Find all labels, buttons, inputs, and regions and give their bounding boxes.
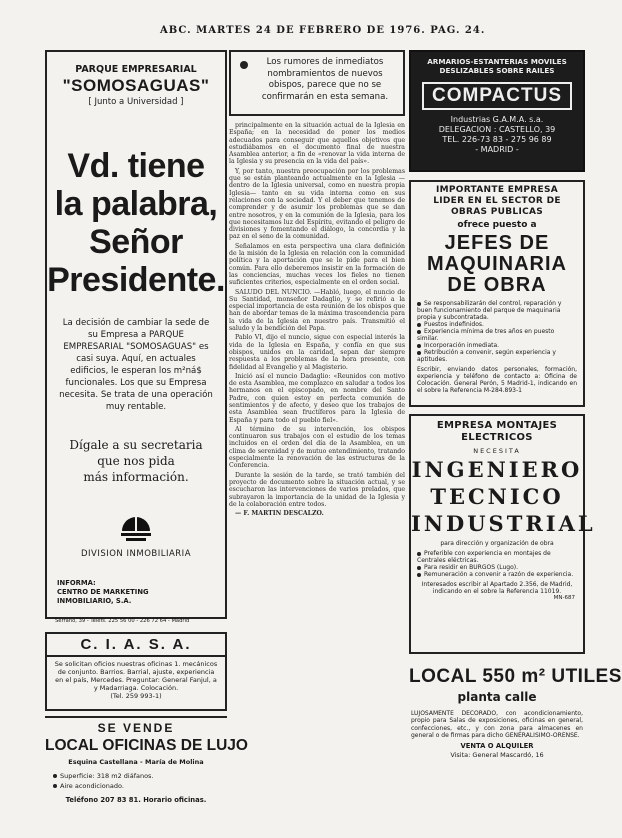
page-header: ABC. MARTES 24 DE FEBRERO DE 1976. PAG. 24. — [160, 25, 486, 36]
headline-line: Señor — [89, 223, 183, 261]
ciasa-title: C. I. A. S. A. — [47, 636, 225, 657]
compactus-logo: COMPACTUS — [422, 82, 572, 110]
cta-line: que nos pida — [97, 454, 175, 468]
ingeniero-bullet — [417, 550, 577, 564]
company-line: INFORMA: — [57, 579, 96, 587]
ad-jefes-maquinaria — [409, 180, 585, 407]
headline-line: la palabra, — [54, 185, 218, 223]
local-address: Visita: General Mascardó, 16 — [450, 751, 544, 760]
ad-body: La decisión de cambiar la sede de su Empresa a PARQUE EMPRESARIAL "SOMOSAGUAS" es casi suya. Aquí, en actuales edificios, le esperan los m²ná$ funcionales. Los que su Empresa necesita. Se trata de una operación muy rentable. — [59, 318, 213, 412]
compactus-address: DELEGACION : CASTELLO, 39 — [438, 125, 556, 134]
jefes-bullet — [417, 321, 577, 328]
jefes-headline-line: JEFES DE — [444, 232, 550, 254]
ingeniero-bullet — [417, 564, 577, 571]
headline-line: Presidente. — [47, 261, 225, 299]
cta-line: Dígale a su secretaria — [69, 438, 203, 452]
vende-bullet — [45, 772, 227, 780]
article-paragraph: Al término de su intervención, los obispos continuaron sus trabajos con el estudio de los temas incluidos en el orden del día de la Asamblea, en un clima de serenidad y de mutuo entendimiento, tratando especialmente la renovación de las estructuras de la Conferencia. — [229, 425, 405, 470]
article-paragraph: Señalamos en esta perspectiva una clara definición de la misión de la Iglesia en relación con la comunidad política y la aportación que se le pide para el bien común. Para ello deberemos insistir en la formación de las conciencias, muchas veces los fieles no tienen suficientes criterios, especialmente en el orden social. — [229, 242, 405, 287]
bullet-icon — [417, 344, 421, 348]
cta-line: más información. — [83, 470, 189, 484]
jefes-bullet — [417, 349, 577, 363]
local-body: LUJOSAMENTE DECORADO, con acondicionamiento, propio para Salas de exposiciones, oficinas en general, confecciones, etc., y con zona para almacenes en general o de firmas para dicho GENERALISIMO-ORENSE. — [411, 710, 583, 739]
article-paragraph: Durante la sesión de la tarde, se trató también del proyecto de documento sobre la situación actual, y se escucharon las intervenciones de varios prelados, que subrayaron la importancia de la unidad de la Iglesia y de la colaboración entre todos. — [229, 471, 405, 508]
compactus-top-line: ARMARIOS-ESTANTERIAS MOVILES — [427, 57, 567, 66]
bullet-icon — [417, 323, 421, 327]
jefes-bullet — [417, 342, 577, 349]
ingeniero-sub: para dirección y organización de obra — [440, 540, 554, 547]
bullet-icon — [417, 302, 421, 306]
compactus-top-line: DESLIZABLES SOBRE RAILES — [439, 66, 555, 75]
ad-somosaguas — [45, 50, 227, 624]
ciasa-body: Se solicitan oficios nuestras oficinas 1. mecánicos de conjunto. Barrios. Barrial, ajuste, experiencia en el país, Mercedes. Preguntar: General Fanjul, a y Madarriaga. Colocación. — [54, 660, 218, 692]
company-line: INMOBILIARIO, S.A. — [57, 597, 132, 605]
ad-headline — [47, 147, 225, 299]
jefes-bullet-text: Experiencia mínima de tres años en puesto similar. — [417, 328, 555, 342]
bullet-icon — [417, 573, 421, 577]
jefes-footer: Escribir, enviando datos personales, formación, experiencia y teléfono de contacto a: Oficina de Colocación. General Perón, 5 Madrid-1, indicando en el sobre la Referencia M-284.893-1 — [417, 366, 577, 394]
vende-location: Esquina Castellana - María de Molina — [68, 758, 204, 766]
vende-bullet — [45, 782, 227, 790]
company-block — [47, 579, 225, 606]
bullet-icon — [53, 774, 57, 778]
bullet-icon — [417, 566, 421, 570]
jefes-bullet-text: Retribución a convenir, según experiencia y aptitudes. — [417, 349, 556, 363]
ingeniero-bullet-text: Preferible con experiencia en montajes de Centrales eléctricas. — [417, 550, 551, 564]
ingeniero-headline-line: TECNICO — [430, 484, 564, 509]
ad-ingeniero — [409, 414, 596, 654]
ingeniero-bullet-text: Para residir en BURGOS (Lugo). — [424, 564, 519, 571]
jefes-top: IMPORTANTE EMPRESA LIDER EN EL SECTOR DE OBRAS PUBLICAS — [433, 185, 561, 217]
article-paragraph: SALUDO DEL NUNCIO. —Habló, luego, el nuncio de Su Santidad, monseñor Dadaglio, y se refirió a la especial importancia de esta reunión de los obispos que han de abordar temas de la máxima trascendencia para la vida de la Iglesia en nuestro país. Transmitió el saludo y la bendición del Papa. — [229, 288, 405, 333]
ingeniero-bullet — [417, 571, 577, 578]
headline-line: Vd. tiene — [67, 147, 205, 185]
jefes-bullets — [411, 296, 583, 363]
news-intro-box — [229, 50, 405, 116]
jefes-bullet — [417, 300, 577, 321]
ingeniero-headline-line: INDUSTRIAL — [411, 511, 596, 536]
ingeniero-headline-line: INGENIERO — [411, 457, 583, 482]
company-line: CENTRO DE MARKETING — [57, 588, 149, 596]
ingeniero-needs: NECESITA — [473, 447, 521, 455]
article-paragraph: principalmente en la situación actual de la Iglesia en España; en la necesidad de poner los medios adecuados para conseguir que aquellos objetivos que estudiábamos en el documento final de nuestra Asamblea anterior, a fin de «renovar la vida interna de la Iglesia y su presencia en la vida del país». — [229, 122, 405, 166]
ad-location: [ Junto a Universidad ] — [88, 97, 184, 107]
jefes-bullet-text: Se responsabilizarán del control, reparación y buen funcionamiento del parque de maquinaria propia y subcontratada. — [417, 300, 562, 321]
bullet-icon — [417, 552, 421, 556]
article-paragraph: Y, por tanto, nuestra preocupación por los problemas que se están planteando actualmente en la Iglesia —dentro de la Iglesia universal, como en nuestra propia Iglesia— tanto en su vida interna como en sus relaciones con la sociedad. Y el deber que tenemos de comprender y de asumir los problemas que se dan entre nosotros, y en la comunión de la Iglesia, para los que necesitamos luz del Espíritu, evitando el peligro de divisiones y fomentando el diálogo, la concordia y la paz en el seno de la comunidad. — [229, 167, 405, 241]
ingeniero-footer: Interesados escribir al Apartado 2.356, de Madrid, indicando en el sobre la Referencia 11019. — [421, 581, 573, 595]
bullet-icon — [417, 351, 421, 355]
ingeniero-bullets — [411, 547, 583, 578]
compactus-phone: TEL. 226-73 83 - 275 96 89 — [442, 135, 552, 144]
company-address: Serrano, 39 - Teléfs. 225 56 00 - 226 72 64 - Madrid — [55, 618, 190, 624]
company-logo-icon — [118, 509, 154, 545]
ad-compactus — [409, 50, 585, 172]
article-paragraph: Pablo VI, dijo el nuncio, sigue con especial interés la vida de la Iglesia en España, y confía en que sus obispos, unidos en la caridad, sepan dar siempre respuesta a los problemas de la hora presente, con fidelidad al Evangelio y al Magisterio. — [229, 334, 405, 371]
jefes-headline — [411, 233, 583, 296]
ingeniero-bullet-text: Remuneración a convenir a razón de experiencia. — [424, 571, 574, 578]
article-paragraph: Inició así el nuncio Dadaglio: «Reunidos con motivo de esta Asamblea, me complazco en saludar a todos los hermanos en el episcopado, en nombre del Santo Padre, con quien estoy en perfecta comunión de sentimientos y de afecto, y deseo que los trabajos de esta Asamblea sean fructíferos para la Iglesia de España y para todo el pueblo fiel». — [229, 372, 405, 424]
local-headline: LOCAL 550 m² UTILES — [409, 666, 622, 687]
ad-cta — [47, 437, 225, 485]
ad-line: PARQUE EMPRESARIAL — [75, 64, 197, 75]
jefes-bullet-text: Incorporación inmediata. — [424, 342, 500, 349]
local-sell: VENTA O ALQUILER — [460, 742, 534, 751]
vende-headline: LOCAL OFICINAS DE LUJO — [45, 737, 248, 754]
logo-label: DIVISION INMOBILIARIA — [80, 549, 192, 559]
local-sub: planta calle — [457, 690, 537, 704]
ad-se-vende — [45, 716, 248, 815]
ingeniero-top: EMPRESA MONTAJES ELECTRICOS — [436, 420, 558, 443]
ad-local — [409, 666, 622, 816]
bullet-icon — [53, 784, 57, 788]
article-body — [229, 122, 405, 822]
compactus-company: Industrias G.A.M.A. s.a. — [450, 115, 544, 124]
ciasa-phone: (Tel. 259 993-1) — [110, 692, 162, 700]
news-bullet-icon — [240, 61, 248, 69]
article-signature: — F. MARTIN DESCALZO. — [235, 510, 324, 518]
compactus-top — [411, 57, 583, 75]
jefes-offer: ofrece puesto a — [457, 220, 537, 230]
jefes-bullet — [417, 328, 577, 342]
ingeniero-headline — [411, 456, 596, 537]
vende-phone: Teléfono 207 83 81. Horario oficinas. — [65, 796, 207, 804]
ingeniero-ref: MN-687 — [553, 595, 575, 601]
vende-title: SE VENDE — [97, 721, 175, 735]
ad-ciasa — [45, 632, 227, 711]
jefes-bullet-text: Puestos indefinidos. — [424, 321, 484, 328]
news-intro-text: Los rumores de inmediatos nombramientos de nuevos obispos, parece que no se confirmarán en esta semana. — [261, 57, 389, 102]
compactus-city: - MADRID - — [475, 145, 519, 154]
jefes-headline-line: DE OBRA — [447, 274, 547, 296]
vende-bullet-text: Aire acondicionado. — [60, 782, 124, 790]
ad-brand: "SOMOSAGUAS" — [62, 76, 210, 95]
vende-bullet-text: Superficie: 318 m2 diáfanos. — [60, 772, 154, 780]
jefes-headline-line: MAQUINARIA — [427, 253, 567, 275]
bullet-icon — [417, 330, 421, 334]
